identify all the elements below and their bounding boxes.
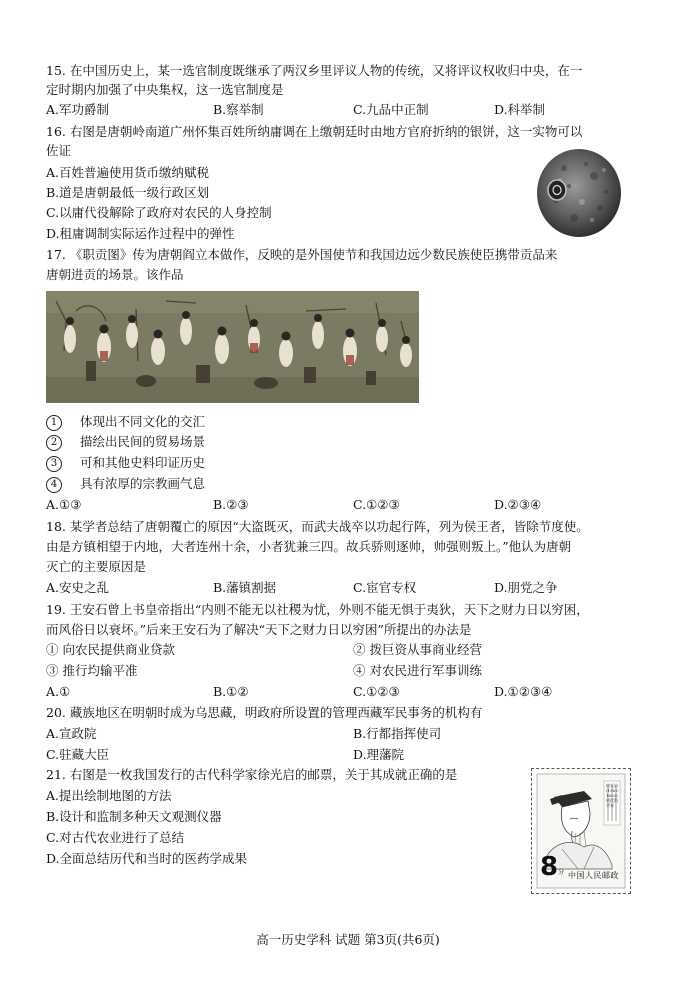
q16-stem: 16. 右图是唐朝岭南道广州怀集百姓所纳庸调在上缴朝廷时由地方官府折纳的银饼，这一实物可以 xyxy=(46,124,583,139)
q17-item-4: 4 具有浓厚的宗教画气息 xyxy=(46,475,205,493)
q18-stem: 18. 某学者总结了唐朝覆亡的原因“大盗既灭，而武夫战卒以功起行阵，列为侯王者，皆除节度使。 xyxy=(46,519,589,534)
q17-option-a: A.①③ xyxy=(46,497,82,512)
q21-stem: 21. 右图是一枚我国发行的古代科学家徐光启的邮票，关于其成就正确的是 xyxy=(46,767,458,782)
q17-stem-cont: 唐朝进贡的场景。该作品 xyxy=(46,267,184,282)
q15-stem: 15. 在中国历史上，某一选官制度既继承了两汉乡里评议人物的传统，又将评议权收归中央，在一 xyxy=(46,63,583,78)
q16-stem-cont: 佐证 xyxy=(46,143,72,158)
q21-option-d: D.全面总结历代和当时的医药学成果 xyxy=(46,851,248,866)
q18-option-b: B.藩镇割据 xyxy=(213,580,277,595)
q21-option-a: A.提出绘制地图的方法 xyxy=(46,788,172,803)
q18-option-c: C.宦官专权 xyxy=(353,580,417,595)
q21-option-b: B.设计和监制多种天文观测仪器 xyxy=(46,809,222,824)
q17-item-2: 2 描绘出民间的贸易场景 xyxy=(46,433,205,451)
stamp-denomination: 8 xyxy=(540,852,559,882)
q19-option-b: B.①② xyxy=(213,684,249,699)
q19-stem: 19. 王安石曾上书皇帝指出“内则不能无以社稷为忧，外则不能无惧于夷狄，天下之财力日以穷困， xyxy=(46,602,589,617)
q20-option-b: B.行都指挥使司 xyxy=(353,726,442,741)
q19-item-1: ① 向农民提供商业贷款 xyxy=(46,642,175,657)
q15-stem-cont: 定时期内加强了中央集权，这一选官制度是 xyxy=(46,82,284,97)
q17-stem: 17. 《职贡图》传为唐朝阎立本做作，反映的是外国使节和我国边远少数民族使臣携带贡品来 xyxy=(46,247,558,262)
xu-guangqi-stamp xyxy=(531,768,631,894)
silver-cake-image xyxy=(534,146,624,240)
q19-item-2: ② 拨巨资从事商业经营 xyxy=(353,642,482,657)
q15-option-c: C.九品中正制 xyxy=(353,102,429,117)
q20-option-a: A.宣政院 xyxy=(46,726,97,741)
page-footer: 高一历史学科 试题 第3页(共6页) xyxy=(256,932,440,947)
stamp-country: 中国人民邮政 xyxy=(568,871,619,880)
q16-option-a: A.百姓普遍使用货币缴纳赋税 xyxy=(46,165,210,180)
q19-item-4: ④ 对农民进行军事训练 xyxy=(353,663,482,678)
q19-option-c: C.①②③ xyxy=(353,684,400,699)
q20-stem: 20. 藏族地区在明朝时成为乌思藏，明政府所设置的管理西藏军民事务的机构有 xyxy=(46,705,483,720)
q18-option-a: A.安史之乱 xyxy=(46,580,110,595)
q15-option-d: D.科举制 xyxy=(494,102,546,117)
stamp-unit: 分 xyxy=(558,869,565,876)
q19-stem-cont: 而风俗日以衰坏。”后来王安石为了解决“天下之财力日以穷困”所提出的办法是 xyxy=(46,622,472,637)
stamp-caption: 徐光启(1562-1633) 明代科学家 xyxy=(606,783,620,808)
q15-option-a: A.军功爵制 xyxy=(46,102,110,117)
q16-option-d: D.租庸调制实际运作过程中的弹性 xyxy=(46,226,235,241)
q18-stem-cont: 由是方镇相望于内地，大者连州十余，小者犹兼三四。故兵骄则逐帅，帅强则叛上。”他认为唐朝 xyxy=(46,539,572,554)
q20-option-c: C.驻藏大臣 xyxy=(46,747,110,762)
q18-stem-cont2: 灭亡的主要原因是 xyxy=(46,559,147,574)
q19-item-3: ③ 推行均输平准 xyxy=(46,663,138,678)
q17-item-3: 3 可和其他史料印证历史 xyxy=(46,454,205,472)
q17-option-b: B.②③ xyxy=(213,497,249,512)
q20-option-d: D.理藩院 xyxy=(353,747,405,762)
q21-option-c: C.对古代农业进行了总结 xyxy=(46,830,185,845)
q19-option-d: D.①②③④ xyxy=(494,684,553,699)
q15-option-b: B.察举制 xyxy=(213,102,264,117)
q17-option-d: D.②③④ xyxy=(494,497,542,512)
zhigongtu-painting xyxy=(46,291,419,403)
q16-option-c: C.以庸代役解除了政府对农民的人身控制 xyxy=(46,205,272,220)
q16-option-b: B.道是唐朝最低一级行政区划 xyxy=(46,185,210,200)
q17-item-1: 1 体现出不同文化的交汇 xyxy=(46,413,205,431)
q17-option-c: C.①②③ xyxy=(353,497,400,512)
q18-option-d: D.朋党之争 xyxy=(494,580,558,595)
q19-option-a: A.① xyxy=(46,684,71,699)
